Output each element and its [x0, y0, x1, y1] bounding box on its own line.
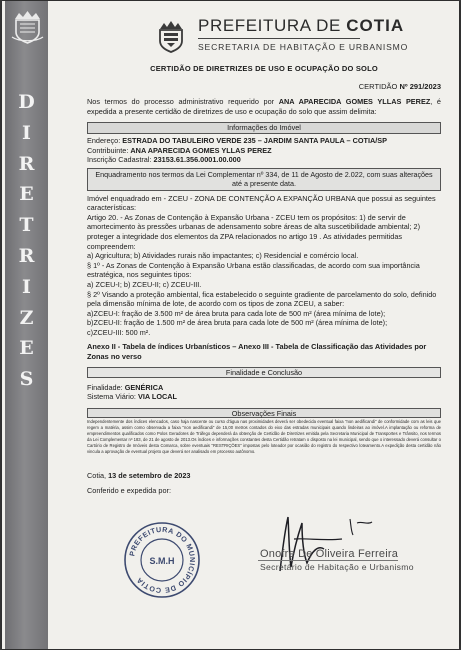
road-system-row — [87, 392, 441, 402]
side-letter: E — [19, 183, 34, 206]
address-row — [87, 136, 441, 146]
header-title-city: COTIA — [346, 16, 405, 35]
zoning-paragraph: b)ZCEU-II: fração de 1.500 m² de área bruta para cada lote de 500 m² (área mínima de lote); — [87, 318, 388, 328]
document-title: CERTIDÃO DE DIRETRIZES DE USO E OCUPAÇÃO DO SOLO — [150, 64, 378, 73]
purpose-row — [87, 383, 441, 393]
side-letter: Z — [19, 306, 34, 329]
zoning-paragraph: § 1º - As Zonas de Contenção à Expansão Urbana estão classificadas, de acordo com sua importância estratégica, nos seguintes tipos: — [87, 260, 420, 280]
side-letter: I — [22, 275, 31, 298]
property-info — [87, 136, 441, 165]
coat-of-arms-icon — [155, 20, 187, 54]
conclusion-heading: Finalidade e Conclusão — [87, 367, 441, 378]
purpose-value: GENÉRICA — [124, 382, 164, 392]
certificate-number-value: Nº 291/2023 — [399, 81, 441, 91]
annex-note: Anexo II - Tabela de índices Urbanísticos – Anexo III - Tabela de Classificação das Atividades por Zonas no verso — [87, 342, 427, 362]
issue-place: Cotia, — [87, 470, 107, 480]
side-letter: D — [18, 91, 35, 113]
municipal-crest-icon — [11, 9, 44, 45]
document-page — [2, 1, 459, 649]
registration-value: 23153.61.356.0001.00.000 — [153, 155, 241, 165]
side-letter: R — [18, 152, 35, 175]
registration-row — [87, 155, 441, 165]
issue-date-value: 13 de setembro de 2023 — [108, 470, 191, 480]
zoning-paragraph: a) Agricultura; b) Atividades rurais não impactantes; c) Residencial e comércio local. — [87, 251, 359, 261]
intro-before: Nos termos do processo administrativo requerido por — [87, 97, 279, 107]
municipal-seal-stamp — [123, 521, 201, 599]
document-content — [87, 64, 441, 496]
address-value: ESTRADA DO TABULEIRO VERDE 235 – JARDIM SANTA PAULA – COTIA/SP — [122, 135, 388, 145]
side-vertical-word — [5, 87, 48, 395]
header-subtitle: SECRETARIA DE HABITAÇÃO E URBANISMO — [198, 42, 409, 52]
zoning-paragraph: Imóvel enquadrado em - ZCEU - ZONA DE CONTENÇÃO A EXPANÇÃO URBANA que possui as seguintes características: — [87, 193, 436, 213]
header-title — [198, 16, 404, 36]
zoning-paragraph: § 2º Visando a proteção ambiental, fica estabelecido o seguinte gradiente de parcelamento do solo, definido pela dimensão mínima de lote, de acordo com os tipos de zona ZCEU, a saber: — [87, 289, 437, 309]
intro-after: , é expedida a presente certidão de diretrizes de uso e ocupação do solo que assim delimita: — [87, 97, 441, 116]
taxpayer-row — [87, 146, 441, 156]
side-letter: R — [18, 244, 35, 267]
intro-applicant-name: ANA APARECIDA GOMES YLLAS PEREZ — [278, 97, 431, 107]
zoning-paragraph: Artigo 20. - As Zonas de Contenção à Expansão Urbana - ZCEU tem os propósitos: 1) de servir de amortecimento às pressões urbanas de adensamento sobre áreas de alta suscetibilidade ambiental; 2) proteger a integridade dos elementos da ZPA relacionados no artigo 19 . As atividades permitidas compreendem: — [87, 212, 421, 251]
conferido-line: Conferido e expedida por: — [87, 486, 171, 496]
registration-label: Inscrição Cadastral: — [87, 155, 152, 165]
purpose-label: Finalidade: — [87, 382, 123, 392]
zoning-text — [87, 194, 441, 338]
header-divider — [198, 38, 360, 39]
zoning-paragraph: a)ZCEU-I: fração de 3.500 m² de área bruta para cada lote de 500 m² (área mínima de lote); — [87, 308, 386, 318]
side-letter: I — [22, 121, 31, 144]
signer-name: Onofre De Oliveira Ferreira — [260, 548, 399, 560]
header-title-prefix: PREFEITURA DE — [198, 16, 341, 35]
signature-line — [258, 560, 398, 561]
side-letter: E — [19, 337, 34, 360]
side-letter: S — [19, 368, 34, 391]
svg-text:PREFEITURA DO MUNICÍPIO DE COT: PREFEITURA DO MUNICÍPIO DE COTIA — [127, 524, 198, 596]
zoning-paragraph: c)ZCEU-III: 500 m². — [87, 327, 151, 337]
framing-box: Enquadramento nos termos da Lei Complementar nº 334, de 11 de Agosto de 2.022, com suas alterações até a presente data. — [87, 168, 441, 191]
observations-text: Independentemente dos índices elencados, caso haja nascente ou curso d'água nas proximidades deverá ser obedecida eventual faixa "non aedificandi" de conformidade com as leis que regem a matéria, assim como observada a faixa "non aedificandi" de 15,00 metros contados do eixo das estradas municipais quando lindeiras ao imóvel.A implantação ou reforma de empreendimentos qualificados como Polos Geradores de Tráfego dependerá da obtenção de Certidão de Diretrizes emitida pela Secretaria Municipal de Transportes e Trânsito, nos termos da Lei Complementar nº 183, de 21 de agosto de 2013.Os índices e informações constantes desta Certidão retratam o disposto na lei municipal, sendo que o interessado deverá consultar o Cartório de Registro de Imóveis desta Comarca, sobre eventuais "RESTRIÇÕES" impostas pelo loteador por ocasião do registro do respectivo loteamento.A expedição desta certidão não vincula a aprovação de eventual projeto que deverá ser analisado em processo autônomo. — [87, 418, 441, 454]
observations-heading: Observações Finais — [87, 408, 441, 418]
certificate-label: CERTIDÃO — [358, 81, 398, 91]
address-label: Endereço: — [87, 135, 121, 145]
svg-text:S.M.H: S.M.H — [149, 556, 175, 566]
road-system-value: VIA LOCAL — [137, 392, 178, 402]
side-band — [5, 1, 48, 649]
taxpayer-value: ANA APARECIDA GOMES YLLAS PEREZ — [130, 145, 272, 155]
signer-role: Secretário de Habitação e Urbanismo — [260, 562, 414, 572]
taxpayer-label: Contribuinte: — [87, 145, 129, 155]
property-info-heading: Informações do Imóvel — [87, 122, 441, 134]
road-system-label: Sistema Viário: — [87, 392, 136, 402]
issue-date — [87, 471, 441, 481]
intro-paragraph — [87, 97, 441, 116]
side-letter: T — [19, 214, 34, 237]
conclusion-info — [87, 383, 441, 402]
zoning-paragraph: a) ZCEU-I; b) ZCEU-II; c) ZCEU-III. — [87, 279, 202, 289]
certificate-number — [87, 82, 441, 92]
